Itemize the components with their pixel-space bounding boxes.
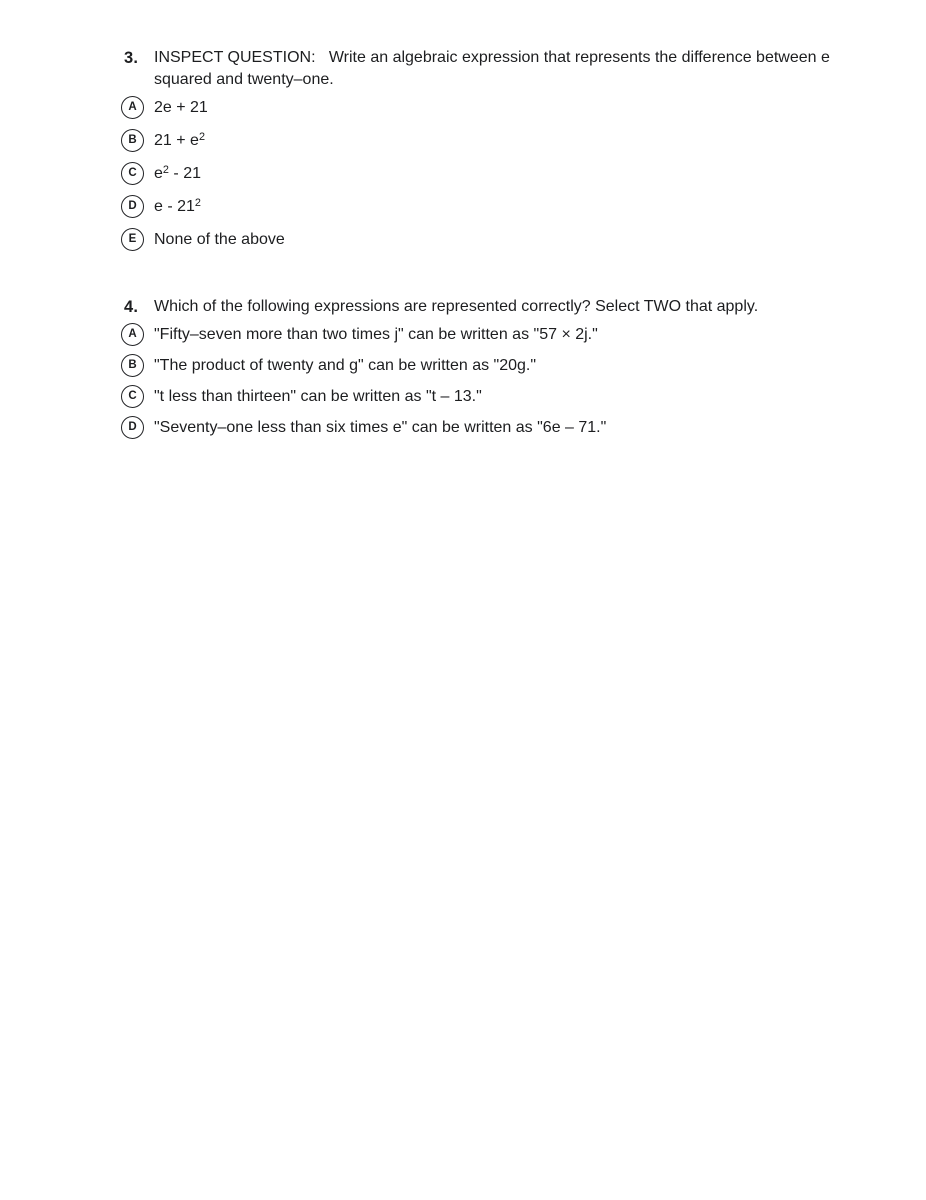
question-4-number: 4. <box>124 298 139 316</box>
option-text <box>154 130 205 152</box>
text-segment: e <box>154 164 163 182</box>
text-segment: "The product of twenty and g" can be written as "20g." <box>154 356 537 374</box>
choice-bubble-b[interactable]: B <box>121 354 144 377</box>
text-segment: - 21 <box>168 164 201 182</box>
text-segment: "Fifty–seven more than two times j" can be written as "57 × 2j." <box>154 325 598 343</box>
text-segment: 21 + e <box>154 131 199 149</box>
question-3-option-e[interactable] <box>121 228 831 251</box>
text-segment: "Seventy–one less than six times e" can be written as "6e – 71." <box>154 418 607 436</box>
text-segment: 2e + 21 <box>154 98 208 116</box>
question-4-section <box>121 296 831 439</box>
question-3-option-a-gutter <box>121 96 154 119</box>
text-segment: None of the above <box>154 230 285 248</box>
question-3-option-b[interactable] <box>121 129 831 152</box>
question-3-option-b-gutter <box>121 129 154 152</box>
choice-bubble-e[interactable]: E <box>121 228 144 251</box>
option-text <box>154 386 482 408</box>
question-4-number-gutter <box>121 296 154 318</box>
option-text <box>154 97 208 119</box>
question-4-option-a[interactable] <box>121 323 831 346</box>
choice-bubble-c[interactable]: C <box>121 162 144 185</box>
question-3-option-d-gutter <box>121 195 154 218</box>
option-text <box>154 355 536 377</box>
question-4-header <box>121 296 831 318</box>
text-segment: "t less than thirteen" can be written as "t – 13." <box>154 387 482 405</box>
choice-bubble-a[interactable]: A <box>121 323 144 346</box>
question-3-option-c[interactable] <box>121 162 831 185</box>
text-segment: e - 21 <box>154 197 195 215</box>
option-text <box>154 196 201 218</box>
choice-bubble-d[interactable]: D <box>121 416 144 439</box>
question-4-option-b[interactable] <box>121 354 831 377</box>
superscript: 2 <box>162 163 169 176</box>
question-4-option-a-gutter <box>121 323 154 346</box>
question-3-number: 3. <box>124 49 139 67</box>
question-3-option-d[interactable] <box>121 195 831 218</box>
question-4-option-d[interactable] <box>121 416 831 439</box>
question-3-option-e-gutter <box>121 228 154 251</box>
option-text <box>154 417 606 439</box>
question-4-option-b-gutter <box>121 354 154 377</box>
question-3-option-a[interactable] <box>121 96 831 119</box>
question-4-option-d-gutter <box>121 416 154 439</box>
question-3-option-c-gutter <box>121 162 154 185</box>
choice-bubble-b[interactable]: B <box>121 129 144 152</box>
choice-bubble-d[interactable]: D <box>121 195 144 218</box>
option-text <box>154 163 201 185</box>
question-4-option-c-gutter <box>121 385 154 408</box>
question-4-prompt: Which of the following expressions are represented correctly? Select TWO that apply. <box>154 298 759 315</box>
question-3-options <box>121 96 831 251</box>
option-text <box>154 324 598 346</box>
superscript: 2 <box>194 196 201 209</box>
question-3-number-gutter <box>121 47 154 69</box>
option-text <box>154 229 285 251</box>
question-3-section <box>121 47 835 251</box>
choice-bubble-a[interactable]: A <box>121 96 144 119</box>
question-3-prompt: INSPECT QUESTION: Write an algebraic expression that represents the difference between e squared and twenty–one. <box>154 49 835 88</box>
question-4-option-c[interactable] <box>121 385 831 408</box>
question-4-options <box>121 323 831 439</box>
choice-bubble-c[interactable]: C <box>121 385 144 408</box>
superscript: 2 <box>198 130 205 143</box>
question-3-header <box>121 47 835 91</box>
